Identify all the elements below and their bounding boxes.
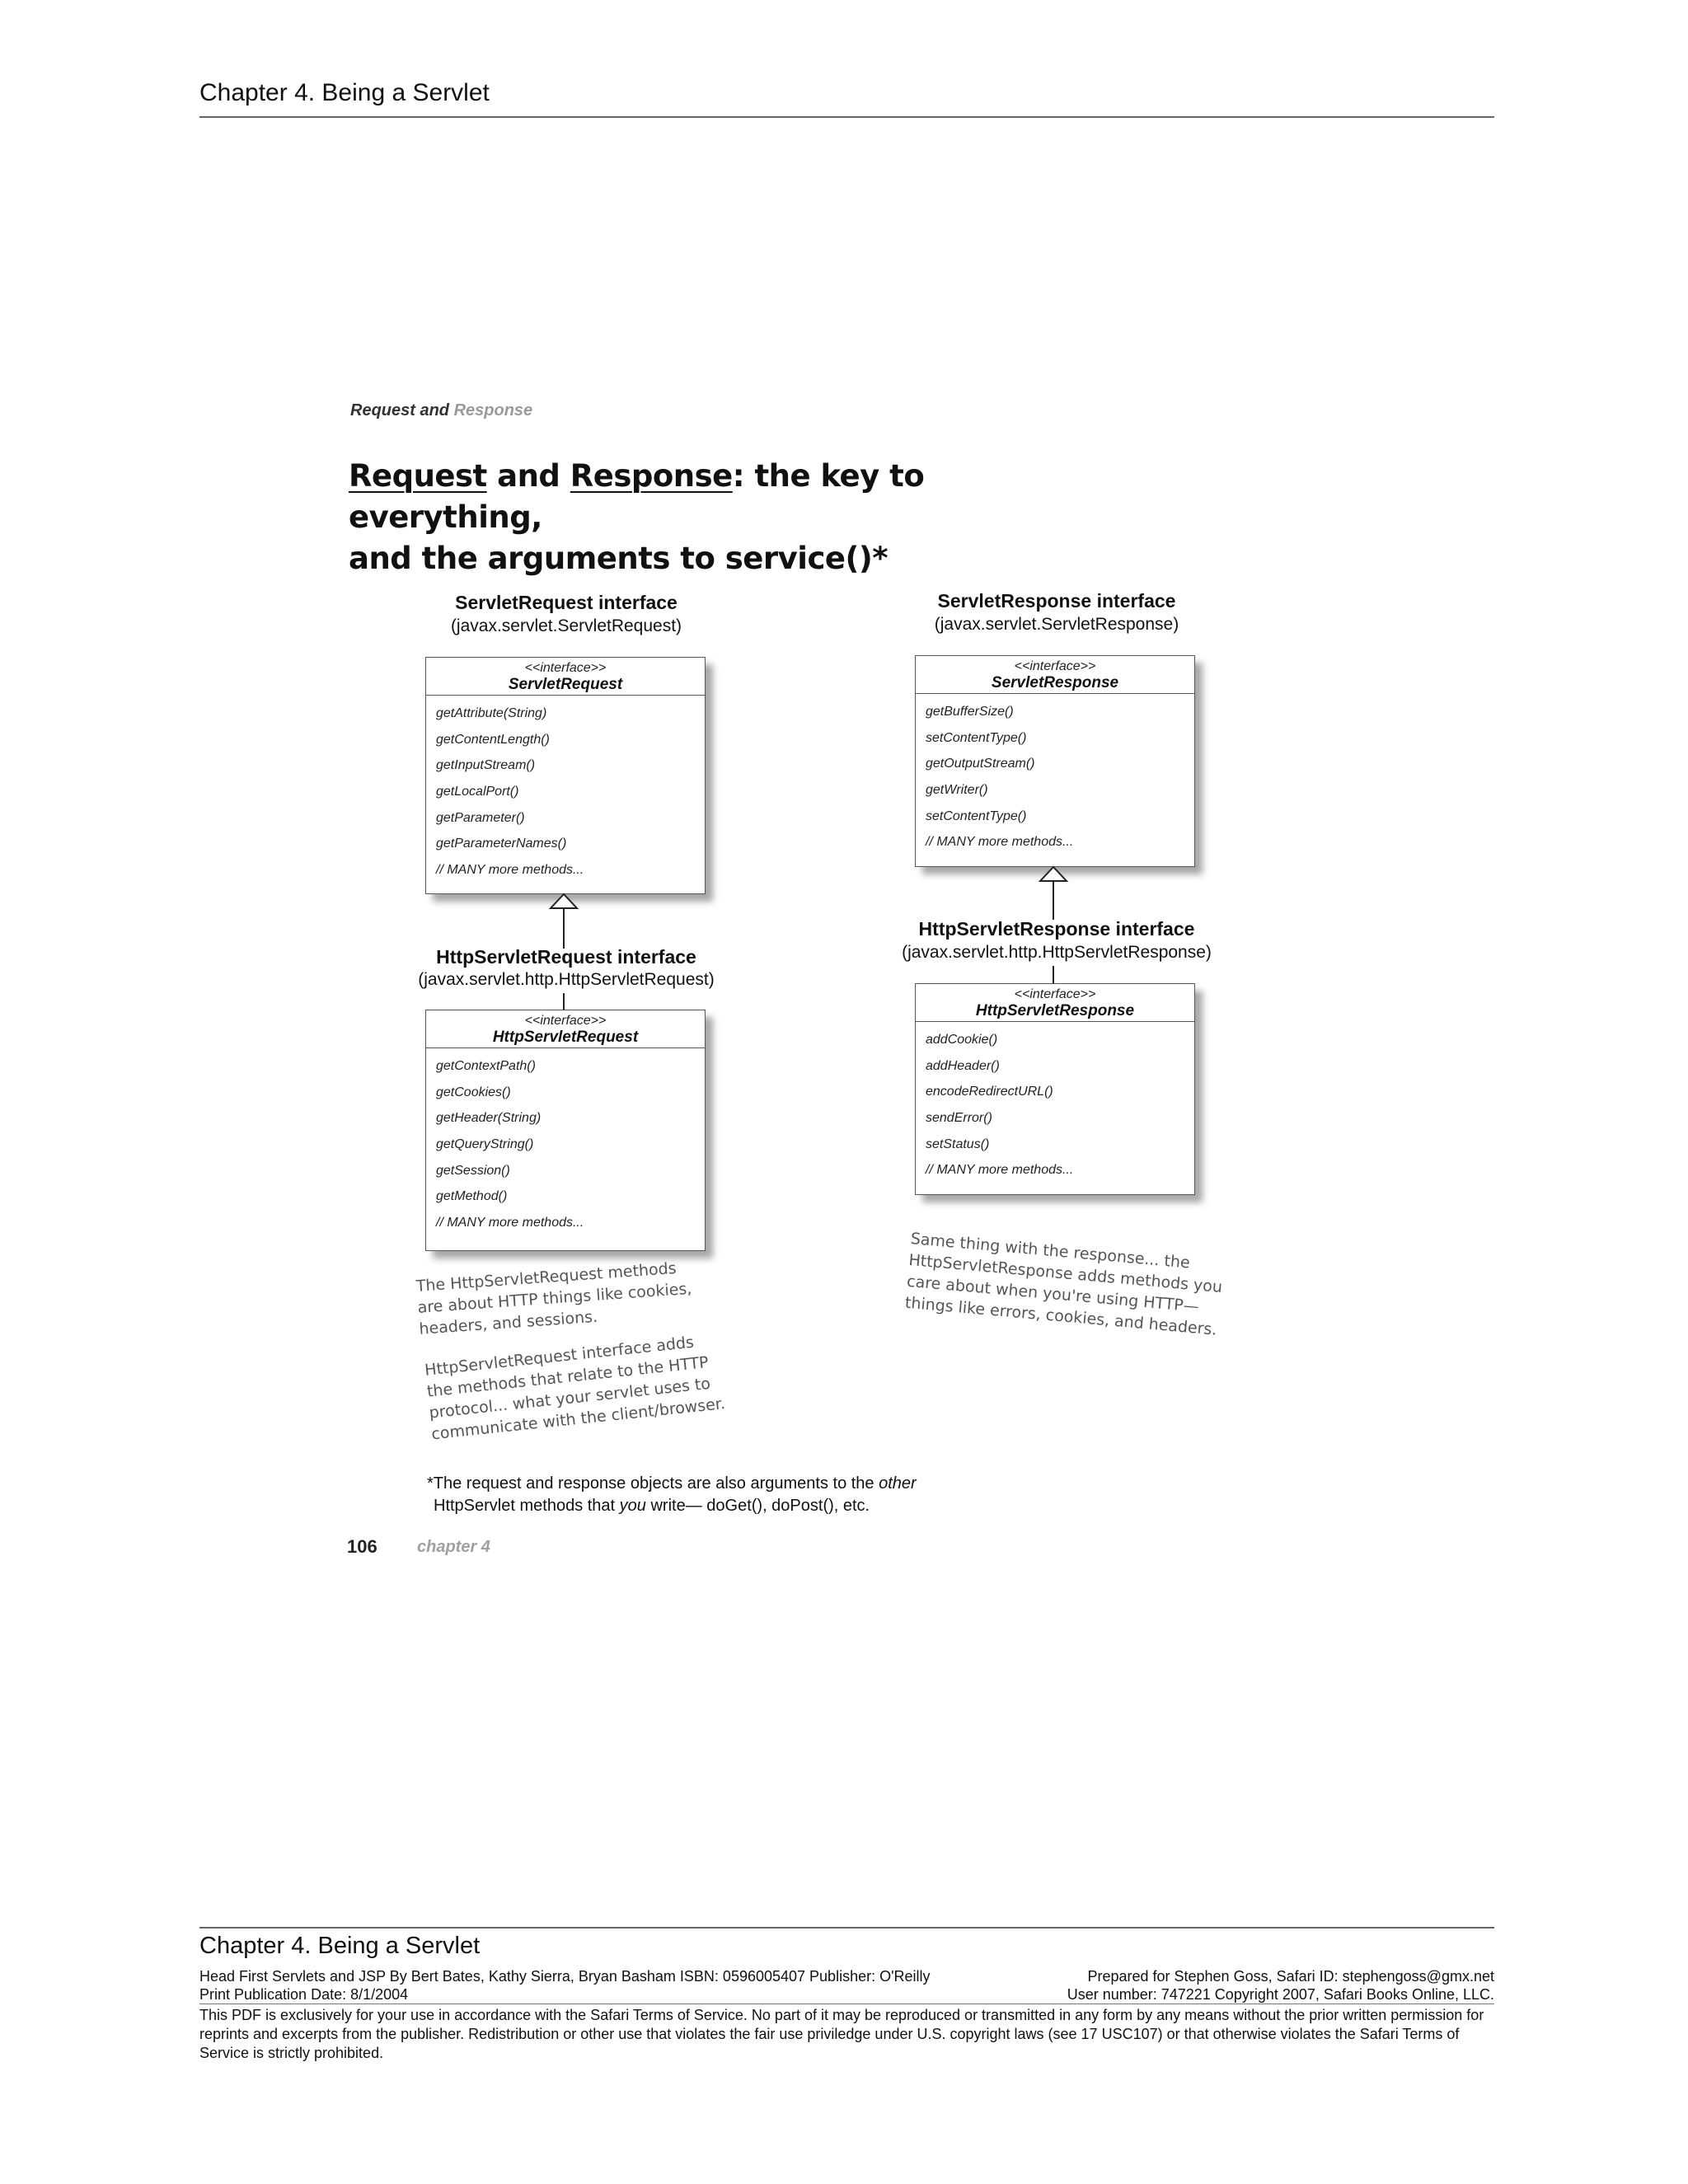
footer-chapter-title: Chapter 4. Being a Servlet: [199, 1933, 481, 1959]
servlet-request-uml-box: [425, 657, 706, 894]
uml-stereotype: <<interface>>: [524, 661, 607, 675]
footnote-line-2: [427, 1495, 917, 1517]
uml-method: // MANY more methods...: [926, 1163, 1074, 1178]
section-tag-request: Request and: [350, 401, 454, 419]
http-servlet-request-uml-box: [425, 1010, 706, 1251]
uml-method-list: [426, 696, 705, 883]
uml-method: getAttribute(String): [436, 706, 547, 720]
footnote-text: write— doGet(), doPost(), etc.: [645, 1497, 870, 1515]
section-tag: [350, 401, 532, 420]
title-rest: : the key to everything,: [349, 458, 925, 535]
uml-class-name: HttpServletRequest: [492, 1029, 639, 1046]
uml-method: getLocalPort(): [436, 785, 519, 799]
uml-method: getContentLength(): [436, 732, 550, 747]
footnote: [427, 1473, 917, 1517]
footnote-emphasis: other: [879, 1474, 917, 1493]
servlet-response-uml-box: [915, 655, 1195, 867]
chapter-label: chapter 4: [417, 1538, 490, 1556]
handwritten-note-response: Same thing with the response... the HttpServletResponse adds methods you care about when you're using HTTP— things like errors, cookies, and headers.: [904, 1229, 1223, 1339]
uml-method: addCookie(): [926, 1033, 998, 1047]
footer-user-number: User number: 747221 Copyright 2007, Safari Books Online, LLC.: [1067, 1986, 1494, 2003]
uml-method: // MANY more methods...: [926, 835, 1074, 850]
section-tag-response: Response: [453, 401, 533, 419]
uml-header: [916, 984, 1194, 1022]
servlet-response-heading: ServletResponse interface: [937, 590, 1176, 612]
uml-method: getHeader(String): [436, 1111, 542, 1126]
response-connector-line: [1053, 966, 1054, 984]
uml-method: setContentType(): [926, 730, 1027, 745]
servlet-request-heading: ServletRequest interface: [455, 592, 678, 613]
footer-rule: [199, 1927, 1494, 1929]
footnote-text: HttpServlet methods that: [434, 1497, 620, 1515]
uml-method: sendError(): [926, 1111, 992, 1126]
title-line-1: [349, 456, 1090, 538]
uml-method: getSession(): [436, 1163, 510, 1178]
http-servlet-response-uml-box: [915, 983, 1195, 1195]
handwritten-note-request-interface: HttpServletRequest interface adds the methods that relate to the HTTP protocol... what your servlet uses to communicate with the client/browser.: [424, 1333, 726, 1444]
uml-method: getParameter(): [436, 810, 525, 825]
running-header: Chapter 4. Being a Servlet: [199, 79, 490, 106]
uml-class-name: ServletResponse: [991, 674, 1119, 691]
uml-method: getBufferSize(): [926, 705, 1014, 719]
uml-method: // MANY more methods...: [436, 863, 584, 878]
uml-stereotype: <<interface>>: [1014, 659, 1096, 673]
http-servlet-response-package: (javax.servlet.http.HttpServletResponse): [902, 943, 1212, 962]
uml-method: addHeader(): [926, 1058, 1000, 1073]
header-rule: [199, 116, 1494, 118]
title-word-and: and: [486, 458, 570, 494]
footer-book-info: Head First Servlets and JSP By Bert Bates, Kathy Sierra, Bryan Basham ISBN: 0596005407 Publisher: O'Reilly: [199, 1968, 931, 1985]
page-title: [349, 456, 1090, 579]
footnote-emphasis: you: [619, 1497, 646, 1515]
servlet-request-package: (javax.servlet.ServletRequest): [450, 616, 682, 635]
uml-header: [426, 1010, 705, 1048]
footer-prepared-for: Prepared for Stephen Goss, Safari ID: stephengoss@gmx.net: [1087, 1968, 1494, 1985]
uml-header: [916, 656, 1194, 694]
uml-class-name: ServletRequest: [508, 676, 623, 693]
uml-header: [426, 658, 705, 696]
uml-method: getParameterNames(): [436, 837, 567, 851]
uml-class-name: HttpServletResponse: [975, 1002, 1135, 1019]
request-connector-line: [563, 993, 565, 1010]
servlet-response-package: (javax.servlet.ServletResponse): [934, 615, 1179, 634]
request-inheritance-arrow: [547, 893, 580, 950]
uml-method: getCookies(): [436, 1085, 511, 1099]
footer-legal-notice: This PDF is exclusively for your use in accordance with the Safari Terms of Service. No part of it may be reproduced or transmitted in any form by any means without the prior written permission for reprints and excerpts from the publisher. Redistribution or other use that violates the fair use priviledge under U.S. copyright laws (see 17 USC107) or that otherwise violates the Safari Terms of Service is strictly prohibited.: [199, 2007, 1484, 2061]
uml-method: getOutputStream(): [926, 757, 1035, 771]
uml-method-list: [916, 1022, 1194, 1183]
uml-method-list: [426, 1048, 705, 1236]
footer-publication-date: Print Publication Date: 8/1/2004: [199, 1986, 409, 2003]
uml-method-list: [916, 694, 1194, 855]
uml-method: getMethod(): [436, 1189, 508, 1204]
uml-method: getContextPath(): [436, 1059, 536, 1073]
response-inheritance-arrow: [1037, 865, 1070, 921]
uml-method: setContentType(): [926, 808, 1027, 823]
footnote-text: *The request and response objects are also arguments to the: [427, 1474, 879, 1493]
uml-method: // MANY more methods...: [436, 1216, 584, 1230]
uml-stereotype: <<interface>>: [524, 1014, 607, 1028]
http-servlet-request-package: (javax.servlet.http.HttpServletRequest): [418, 970, 715, 989]
title-word-request: Request: [349, 458, 487, 494]
title-line-2: and the arguments to service()*: [349, 541, 889, 576]
page-number: 106: [347, 1536, 377, 1557]
uml-method: encodeRedirectURL(): [926, 1085, 1053, 1099]
footnote-line-1: [427, 1473, 917, 1495]
uml-method: setStatus(): [926, 1137, 990, 1151]
uml-method: getWriter(): [926, 783, 988, 798]
title-word-response: Response: [570, 458, 733, 494]
uml-method: getQueryString(): [436, 1137, 534, 1152]
handwritten-note-request-methods: The HttpServletRequest methods are about HTTP things like cookies, headers, and sessions.: [415, 1258, 693, 1338]
uml-stereotype: <<interface>>: [1014, 987, 1096, 1001]
http-servlet-request-heading: HttpServletRequest interface: [436, 946, 696, 968]
uml-method: getInputStream(): [436, 758, 536, 773]
http-servlet-response-heading: HttpServletResponse interface: [918, 918, 1195, 940]
